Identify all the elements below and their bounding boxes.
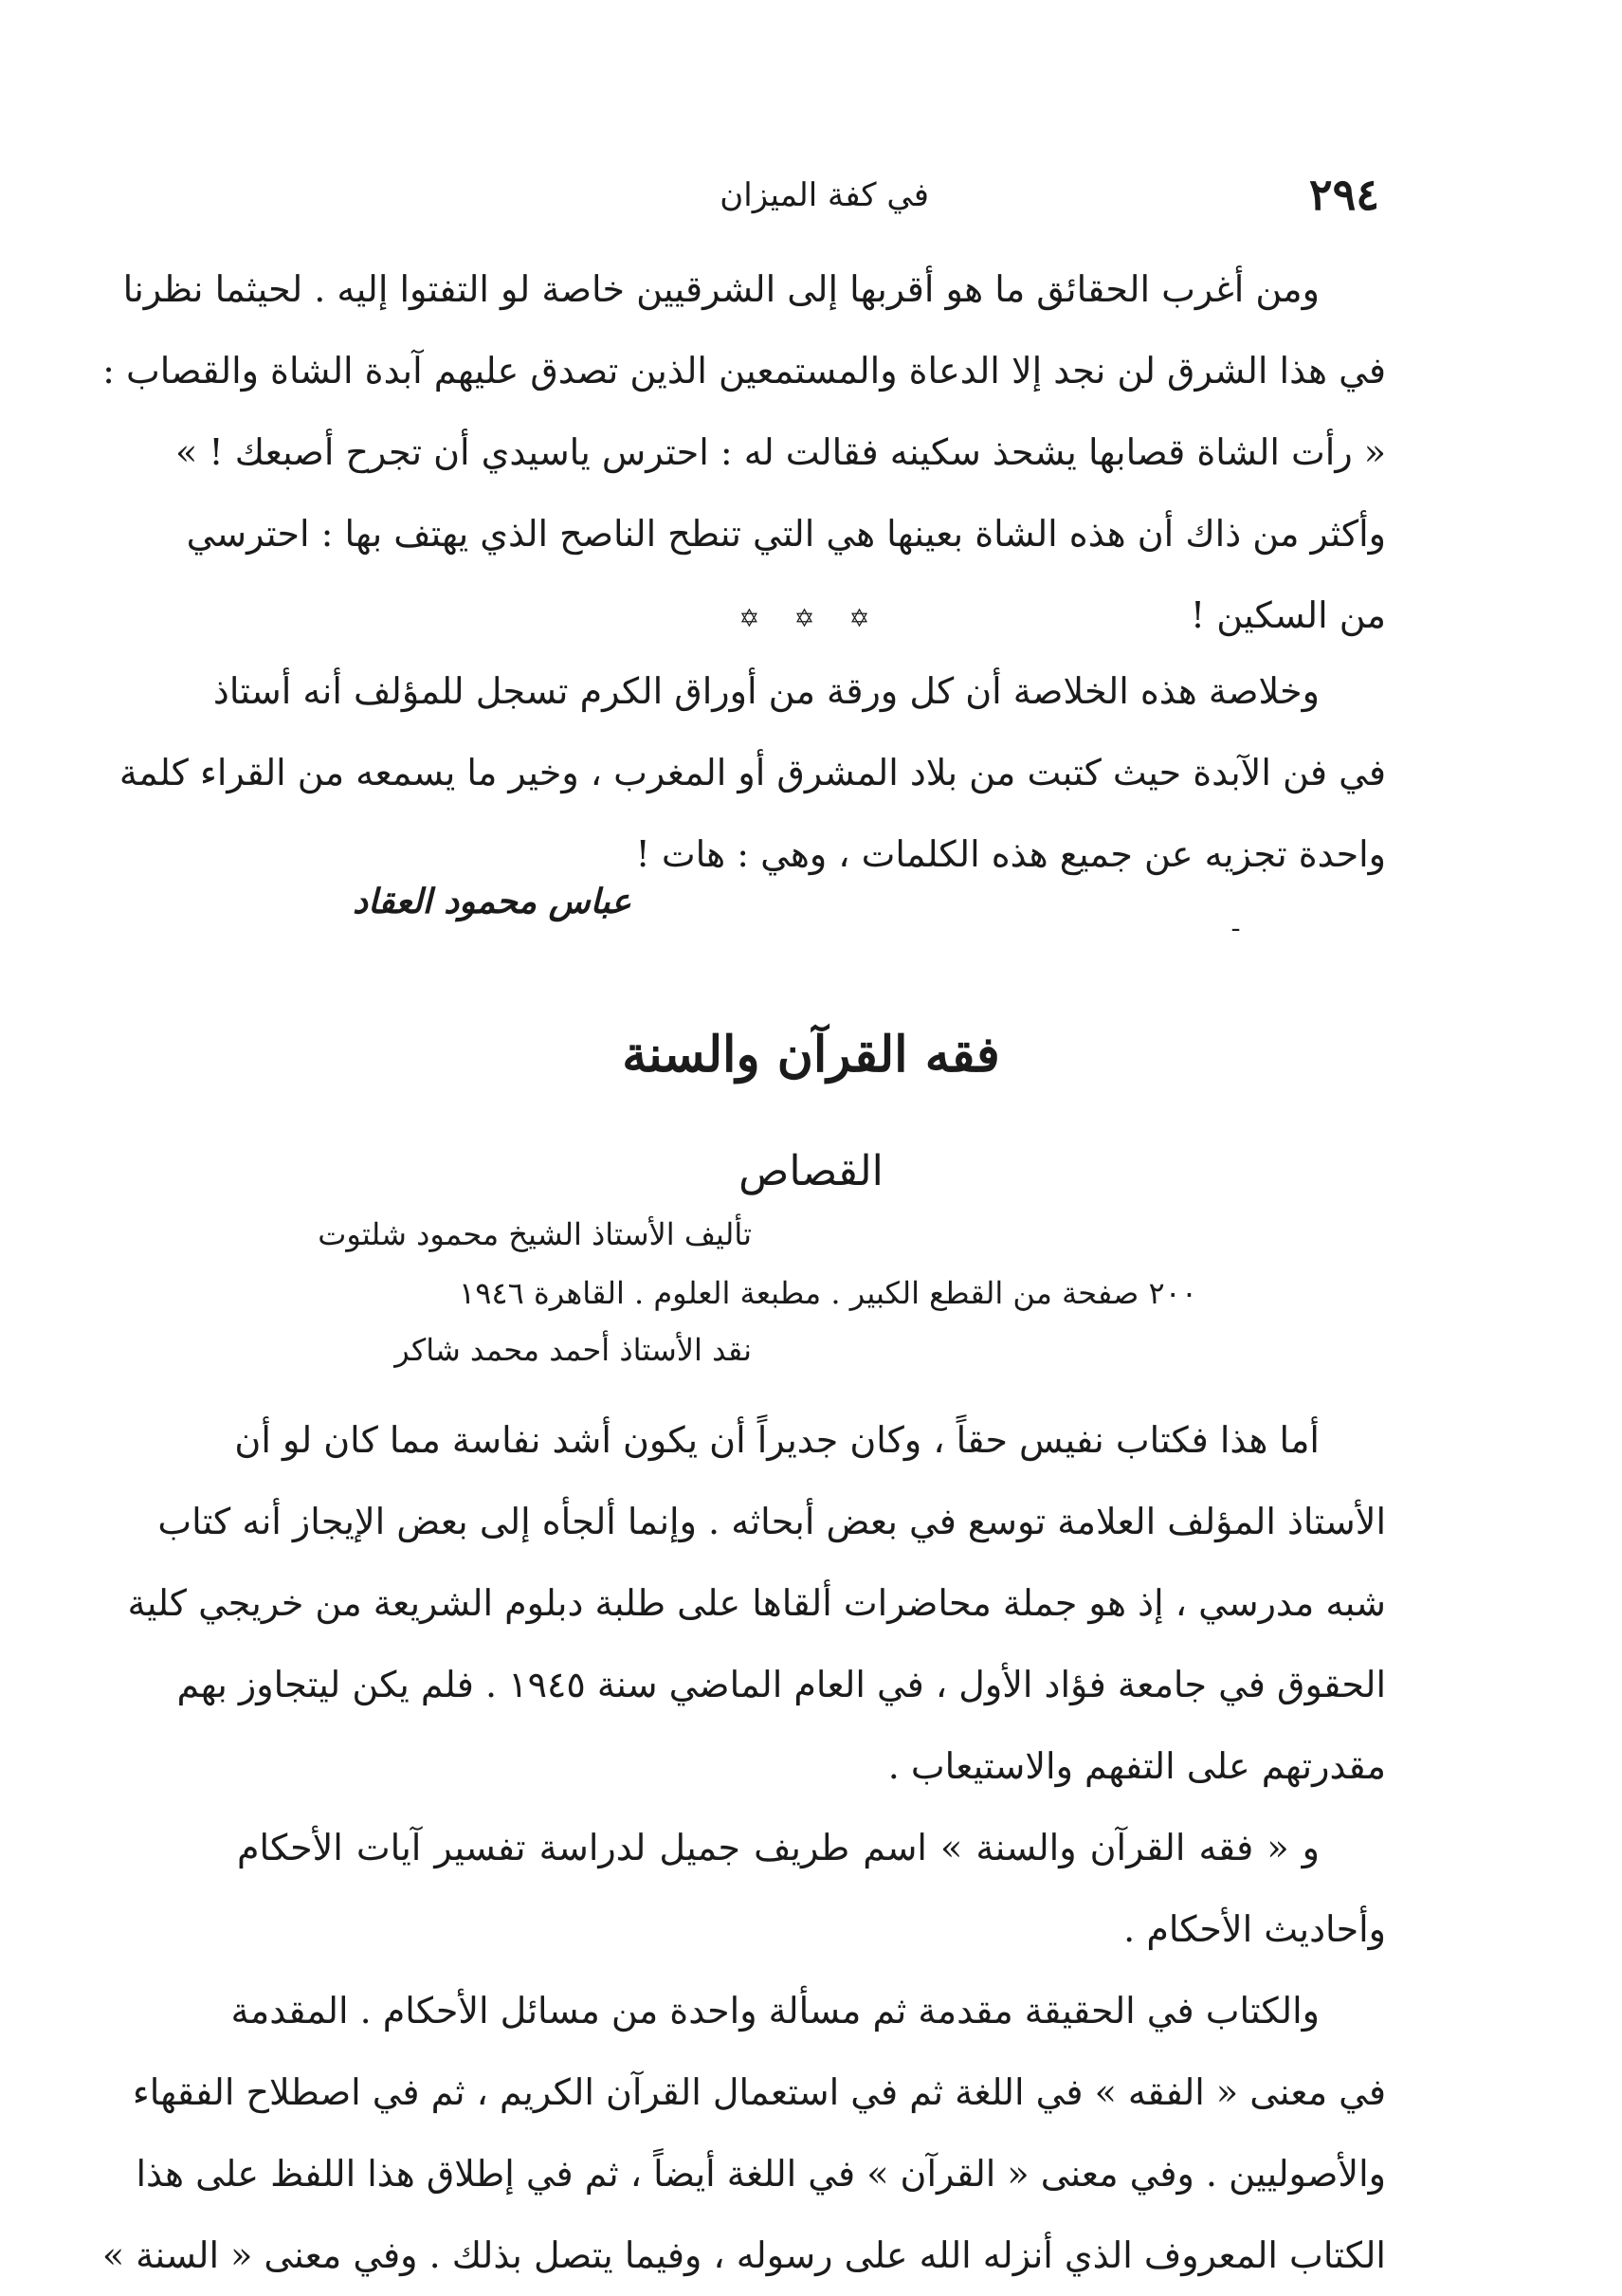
text-line: وخلاصة هذه الخلاصة أن كل ورقة من أوراق الكرم تسجل للمؤلف أنه أستاذ bbox=[212, 670, 1320, 712]
text-line: وأكثر من ذاك أن هذه الشاة بعينها هي التي تنطح الناصح الذي يهتف بها : احترسي bbox=[186, 513, 1386, 555]
review-paragraph bbox=[101, 1970, 1386, 2296]
book-subtitle: القصاص bbox=[738, 1147, 884, 1195]
text-line: واحدة تجزيه عن جميع هذه الكلمات ، وهي : هات ! bbox=[635, 833, 1386, 875]
text-line: ومن أغرب الحقائق ما هو أقربها إلى الشرقيين خاصة لو التفتوا إليه . لحيثما نظرنا bbox=[122, 268, 1320, 310]
book-title: فقه القرآن والسنة bbox=[622, 1026, 1000, 1084]
text-line: من السكين ! bbox=[1190, 594, 1386, 636]
book-critic: نقد الأستاذ أحمد محمد شاكر bbox=[394, 1332, 752, 1368]
text-line: « رأت الشاة قصابها يشحذ سكينه فقالت له : احترس ياسيدي أن تجرح أصبعك ! » bbox=[175, 431, 1386, 473]
conclusion-text bbox=[118, 650, 1386, 895]
text-line: في فن الآبدة حيث كتبت من بلاد المشرق أو المغرب ، وخير ما يسمعه من القراء كلمة bbox=[118, 752, 1386, 793]
text-line: أما هذا فكتاب نفيس حقاً ، وكان جديراً أن يكون أشد نفاسة مما كان لو أن bbox=[234, 1419, 1320, 1461]
text-line: و « فقه القرآن والسنة » اسم طريف جميل لدراسة تفسير آيات الأحكام bbox=[237, 1827, 1320, 1868]
text-line: شبه مدرسي ، إذ هو جملة محاضرات ألقاها على طلبة دبلوم الشريعة من خريجي كلية bbox=[127, 1582, 1386, 1624]
text-line: وأحاديث الأحكام . bbox=[1123, 1908, 1386, 1950]
stray-mark: ـ bbox=[1232, 910, 1240, 937]
page-header bbox=[242, 163, 1379, 229]
review-paragraph bbox=[127, 1399, 1386, 1807]
review-text bbox=[101, 1399, 1386, 2296]
text-line: في هذا الشرق لن نجد إلا الدعاة والمستمعين الذين تصدق عليهم آبدة الشاة والقصاب : bbox=[102, 350, 1386, 392]
page-number: ٢٩٤ bbox=[1308, 169, 1379, 220]
section-divider-stars: ✡ ✡ ✡ bbox=[738, 605, 884, 633]
text-line: الحقوق في جامعة فؤاد الأول ، في العام الماضي سنة ١٩٤٥ . فلم يكن ليتجاوز بهم bbox=[176, 1664, 1386, 1705]
text-line: والكتاب في الحقيقة مقدمة ثم مسألة واحدة من مسائل الأحكام . المقدمة bbox=[230, 1990, 1320, 2032]
text-line: الأستاذ المؤلف العلامة توسع في بعض أبحاثه . وإنما ألجأه إلى بعض الإيجاز أنه كتاب bbox=[157, 1501, 1386, 1542]
book-author: تأليف الأستاذ الشيخ محمود شلتوت bbox=[318, 1216, 752, 1252]
author-signature: عباس محمود العقاد bbox=[353, 882, 631, 921]
review-paragraph bbox=[237, 1807, 1386, 1970]
book-details: ٢٠٠ صفحة من القطع الكبير . مطبعة العلوم . القاهرة ١٩٤٦ bbox=[459, 1275, 1197, 1311]
text-line: مقدرتهم على التفهم والاستيعاب . bbox=[887, 1745, 1386, 1787]
article-end-text bbox=[102, 248, 1386, 656]
text-line: الكتاب المعروف الذي أنزله الله على رسوله ، وفيما يتصل بذلك . وفي معنى « السنة » bbox=[101, 2234, 1386, 2276]
running-title: في كفة الميزان bbox=[720, 176, 929, 214]
text-line: والأصوليين . وفي معنى « القرآن » في اللغة أيضاً ، ثم في إطلاق هذا اللفظ على هذا bbox=[136, 2153, 1386, 2195]
text-line: في معنى « الفقه » في اللغة ثم في استعمال القرآن الكريم ، ثم في اصطلاح الفقهاء bbox=[132, 2071, 1386, 2113]
